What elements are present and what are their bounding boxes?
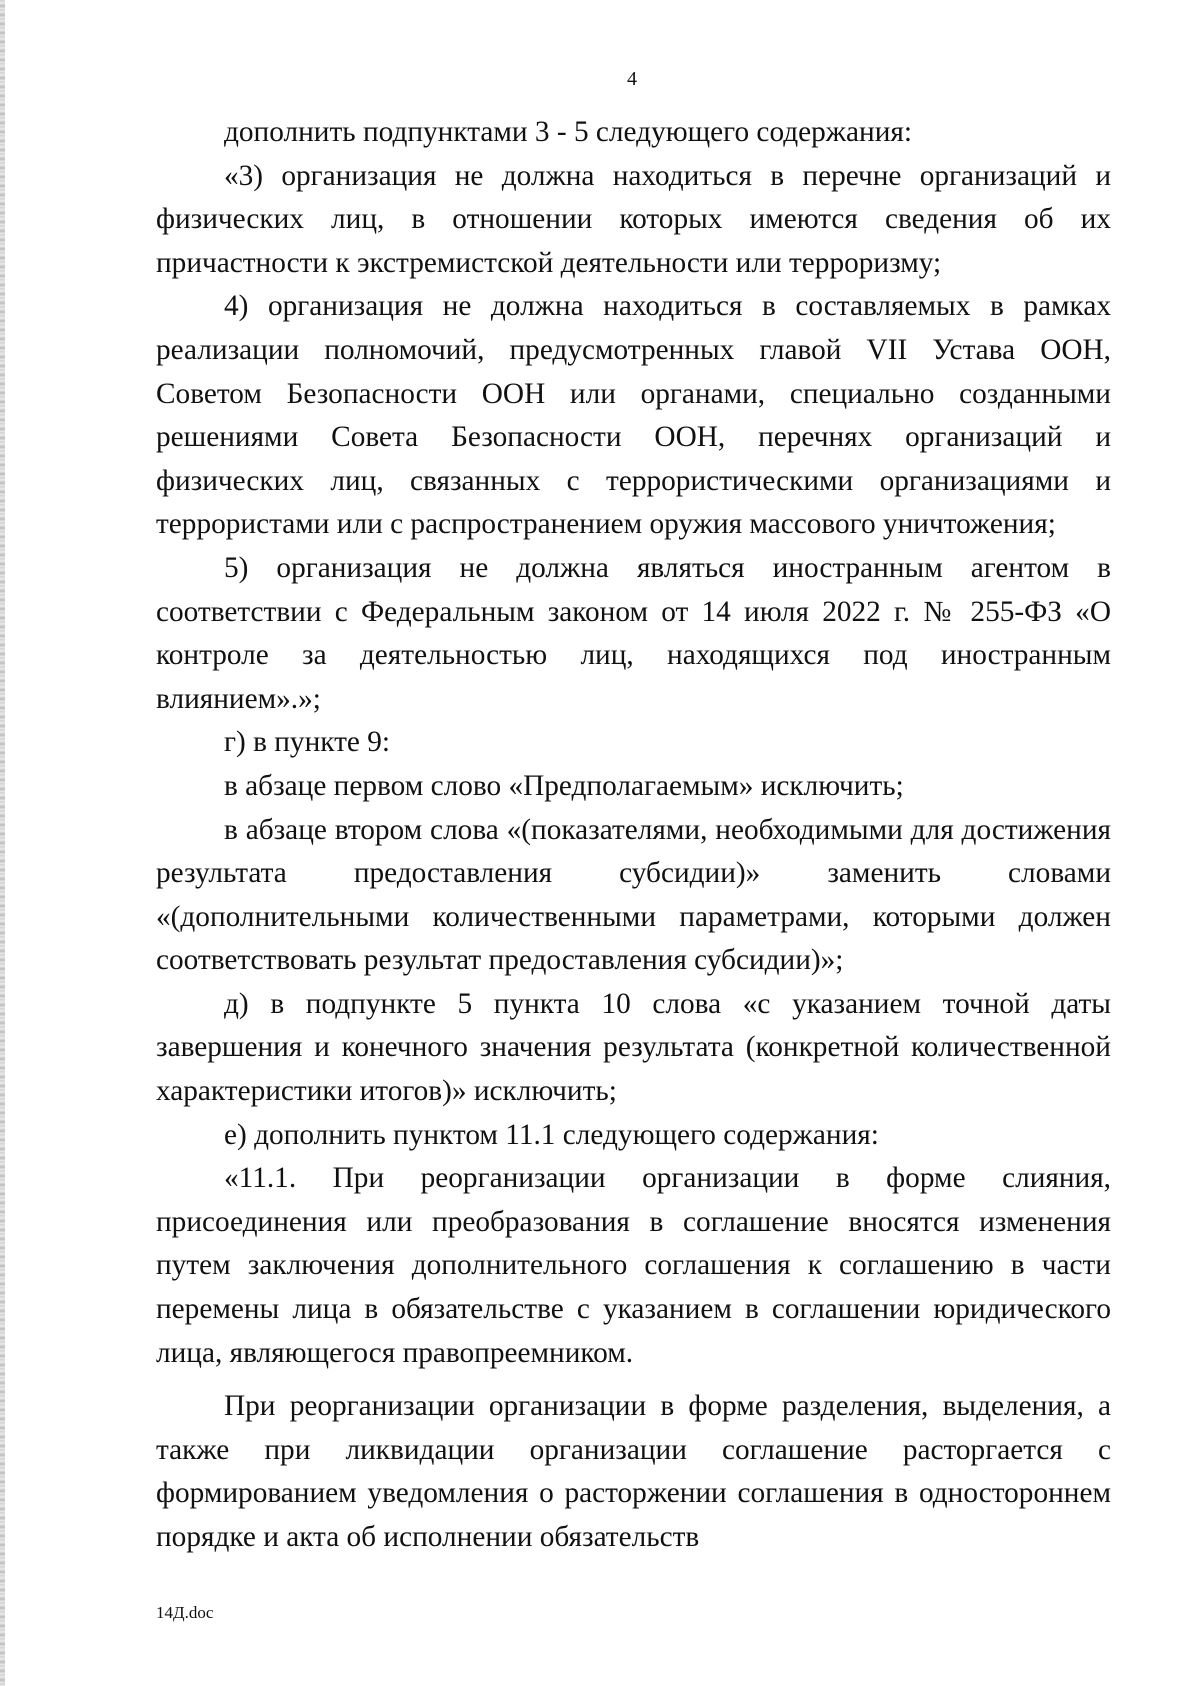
scan-edge — [0, 0, 5, 1686]
paragraph-second-clause: в абзаце втором слова «(показателями, необходимыми для достижения результата предоставления субсидии)» заменить словами «(дополнительными количественными параметрами, которыми должен соответствовать результат предоставления субсидии)»; — [156, 813, 1111, 977]
paragraph-point-11-1: «11.1. При реорганизации организации в форме слияния, присоединения или преобразования в соглашение вносятся изменения путем заключения дополнительного соглашения к соглашению в части перемены лица в обязательстве с указанием в соглашении юридического лица, являющегося правопреемником. — [156, 1162, 1111, 1369]
paragraph-item-e: е) дополнить пунктом 11.1 следующего содержания: — [224, 1118, 879, 1151]
paragraph-subitem-4: 4) организация не должна находиться в составляемых в рамках реализации полномочий, предусмотренных главой VII Устава ООН, Советом Безопасности ООН или органами, специально созданными решениями Совета Безопасности ООН, перечнях организаций и физических лиц, связанных с террористическими организациями и террористами или с распространением оружия массового уничтожения; — [156, 290, 1111, 541]
document-body — [156, 111, 1111, 1560]
paragraph-subitem-5: 5) организация не должна являться иностранным агентом в соответствии с Федеральным законом от 14 июля 2022 г. № 255-ФЗ «О контроле за деятельностью лиц, находящихся под иностранным влиянием».»; — [156, 551, 1111, 715]
page-number: 4 — [627, 68, 637, 90]
paragraph-intro: дополнить подпунктами 3 - 5 следующего содержания: — [224, 116, 913, 148]
footer-filename: 14Д.doc — [156, 1603, 214, 1622]
paragraph-subitem-3: «3) организация не должна находиться в перечне организаций и физических лиц, в отношении которых имеются сведения об их причастности к экстремистской деятельности или терроризму; — [156, 159, 1111, 279]
paragraph-item-d: д) в подпункте 5 пункта 10 слова «с указанием точной даты завершения и конечного значения результата (конкретной количественной характеристики итогов)» исключить; — [156, 987, 1111, 1108]
paragraph-item-g: г) в пункте 9: — [224, 726, 391, 759]
paragraph-first-clause: в абзаце первом слово «Предполагаемым» исключить; — [224, 769, 904, 802]
paragraph-reorganization: При реорганизации организации в форме разделения, выделения, а также при ликвидации организации соглашение расторгается с формированием уведомления о расторжении соглашения в одностороннем порядке и акта об исполнении обязательств — [156, 1390, 1111, 1553]
